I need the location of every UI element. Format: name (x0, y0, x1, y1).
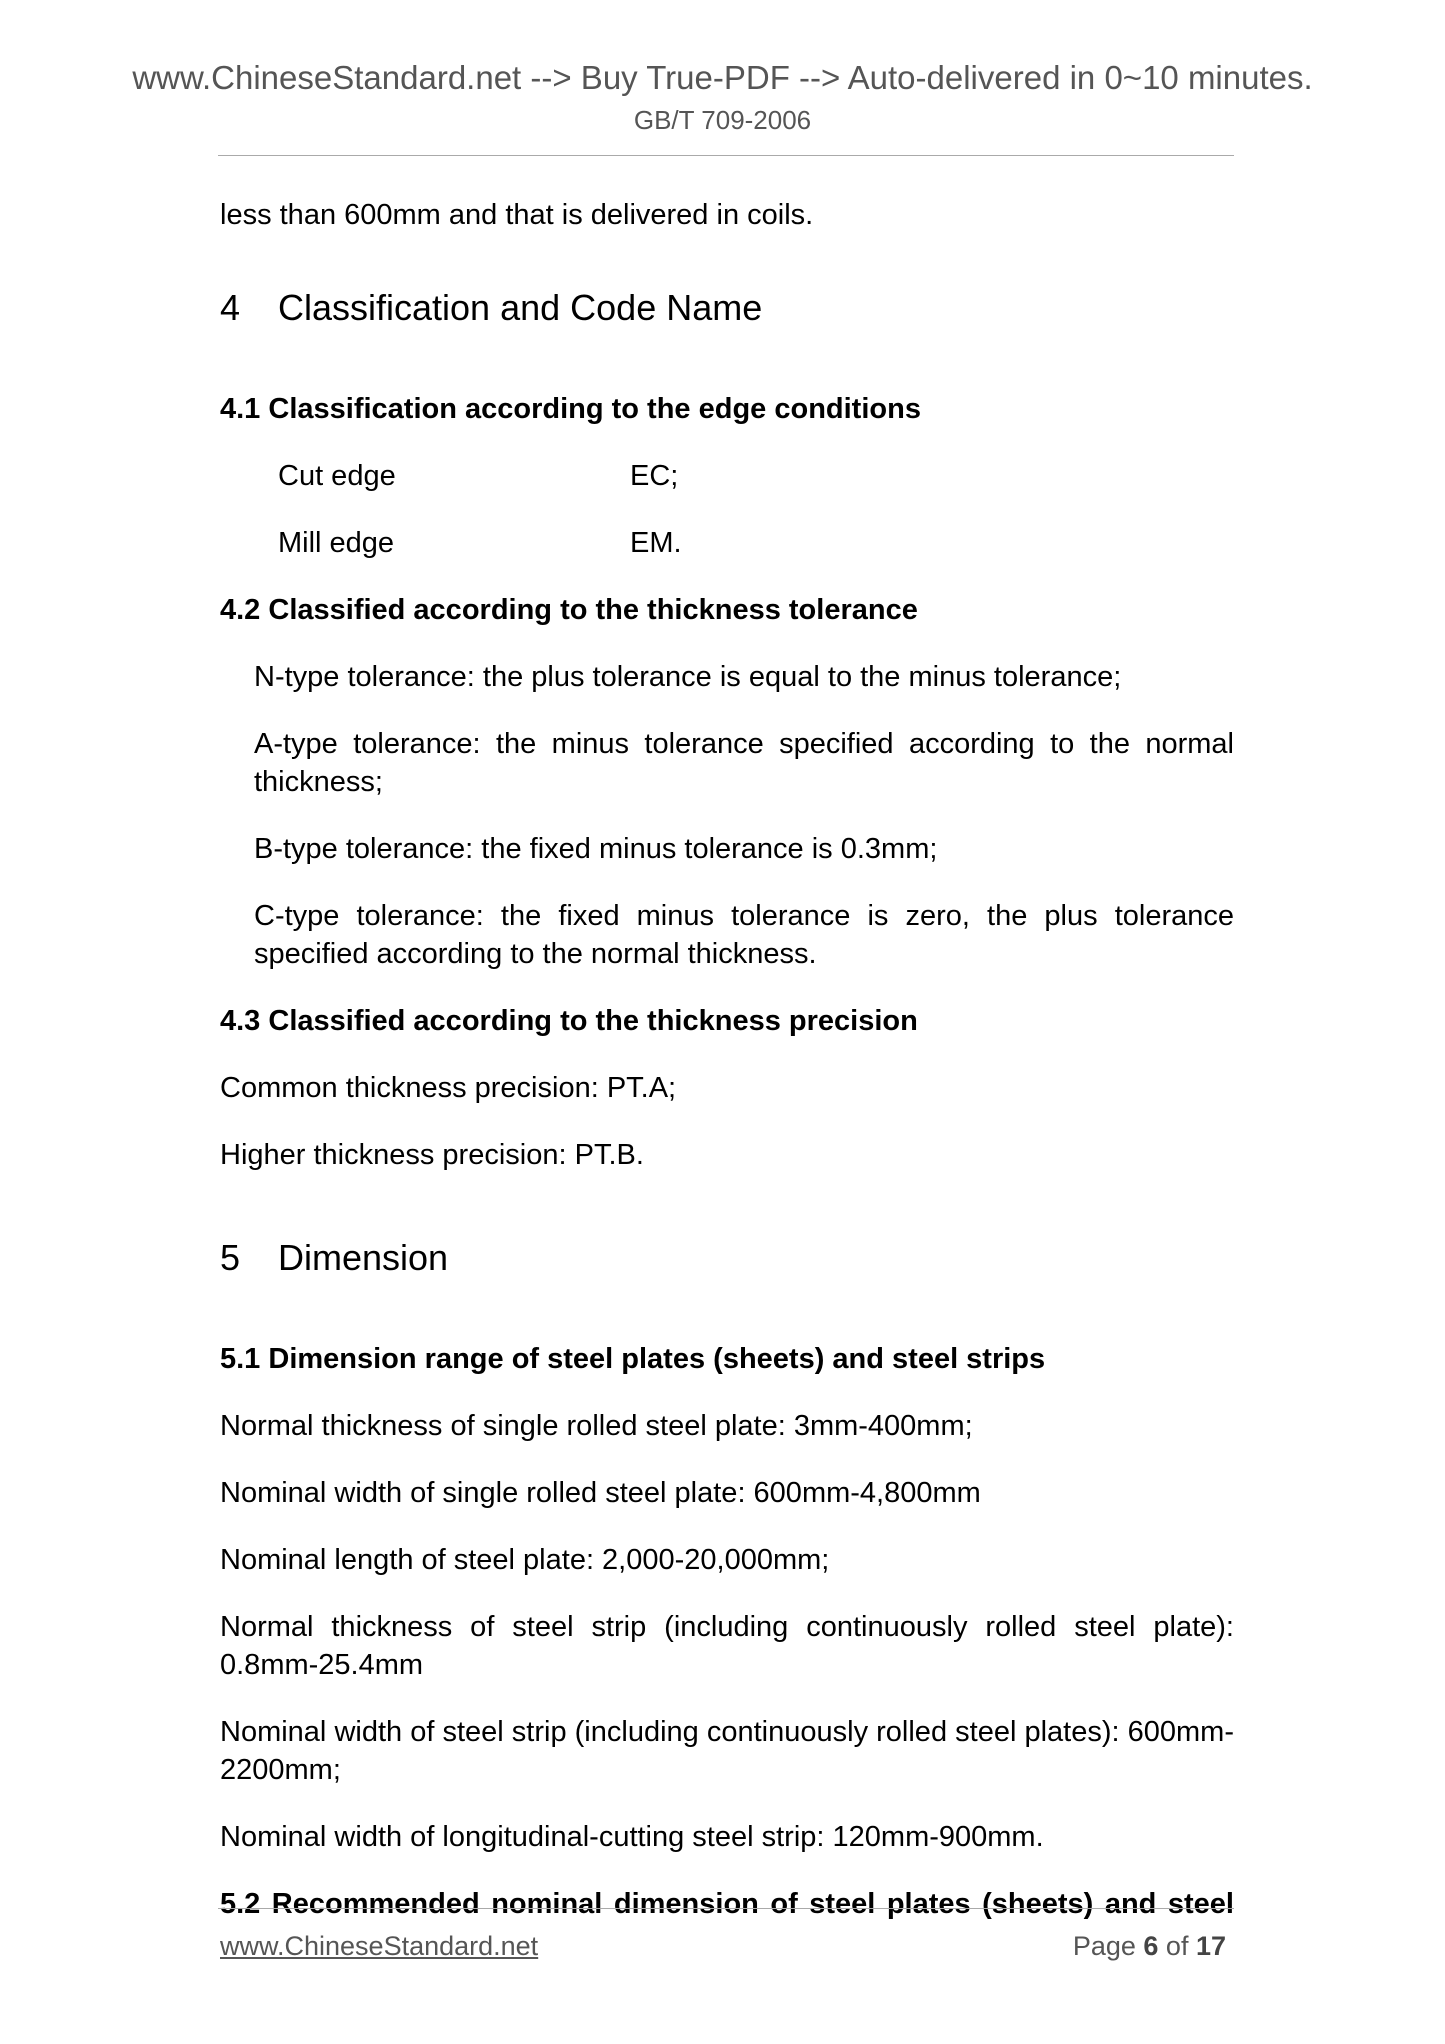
edge-condition-label: Mill edge (278, 527, 395, 559)
dimension-item: Nominal width of longitudinal-cutting steel strip: 120mm-900mm. (220, 1821, 1044, 1853)
page-indicator (1073, 1928, 1226, 1964)
tolerance-item: N-type tolerance: the plus tolerance is equal to the minus tolerance; (254, 661, 1122, 693)
document-body (220, 196, 1234, 1923)
precision-item: Common thickness precision: PT.A; (220, 1072, 677, 1104)
document-number: GB/T 709-2006 (633, 105, 812, 135)
tolerance-item: A-type tolerance: the minus tolerance specified according to the normal thickness; (254, 728, 1234, 798)
current-page-number: 6 (1143, 1931, 1159, 1961)
page-header (0, 56, 1445, 138)
edge-condition-code: EM. (630, 527, 682, 559)
section-4-heading (220, 286, 1234, 330)
edge-condition-row (278, 524, 1234, 562)
footer-website-link[interactable]: www.ChineseStandard.net (220, 1931, 539, 1961)
header-banner: www.ChineseStandard.net --> Buy True-PDF --> Auto-delivered in 0~10 minutes. (132, 59, 1313, 96)
tolerance-item: C-type tolerance: the fixed minus tolerance is zero, the plus tolerance specified according to the normal thickness. (254, 900, 1234, 970)
section-title: Dimension (278, 1237, 449, 1278)
dimension-item: Nominal width of steel strip (including continuously rolled steel plates): 600mm-2200mm; (220, 1716, 1234, 1786)
footer-divider (218, 1908, 1234, 1909)
page-prefix: Page (1072, 1931, 1144, 1961)
subsection-4-1-heading: 4.1 Classification according to the edge conditions (220, 393, 921, 425)
edge-condition-code: EC; (630, 460, 679, 492)
subsection-4-2-heading: 4.2 Classified according to the thickness tolerance (220, 594, 918, 626)
subsection-5-1-heading: 5.1 Dimension range of steel plates (sheets) and steel strips (220, 1343, 1046, 1375)
section-number: 4 (220, 287, 241, 328)
dimension-item: Normal thickness of steel strip (including continuously rolled steel plate): 0.8mm-25.4mm (220, 1611, 1234, 1681)
dimension-item: Normal thickness of single rolled steel plate: 3mm-400mm; (220, 1410, 973, 1442)
total-page-count: 17 (1195, 1931, 1226, 1961)
intro-paragraph: less than 600mm and that is delivered in coils. (220, 199, 814, 231)
header-divider (218, 155, 1234, 156)
edge-condition-row (278, 457, 1234, 495)
section-5-heading (220, 1236, 1234, 1280)
subsection-4-3-heading: 4.3 Classified according to the thickness precision (220, 1005, 918, 1037)
dimension-item: Nominal length of steel plate: 2,000-20,000mm; (220, 1544, 830, 1576)
edge-condition-label: Cut edge (278, 460, 396, 492)
section-number: 5 (220, 1237, 241, 1278)
dimension-item: Nominal width of single rolled steel plate: 600mm-4,800mm (220, 1477, 981, 1509)
page-of-label: of (1158, 1931, 1196, 1961)
section-title: Classification and Code Name (278, 287, 763, 328)
precision-item: Higher thickness precision: PT.B. (220, 1139, 644, 1171)
tolerance-item: B-type tolerance: the fixed minus tolerance is 0.3mm; (254, 833, 938, 865)
subsection-5-2-heading: 5.2 Recommended nominal dimension of steel plates (sheets) and steel (220, 1888, 1234, 1920)
